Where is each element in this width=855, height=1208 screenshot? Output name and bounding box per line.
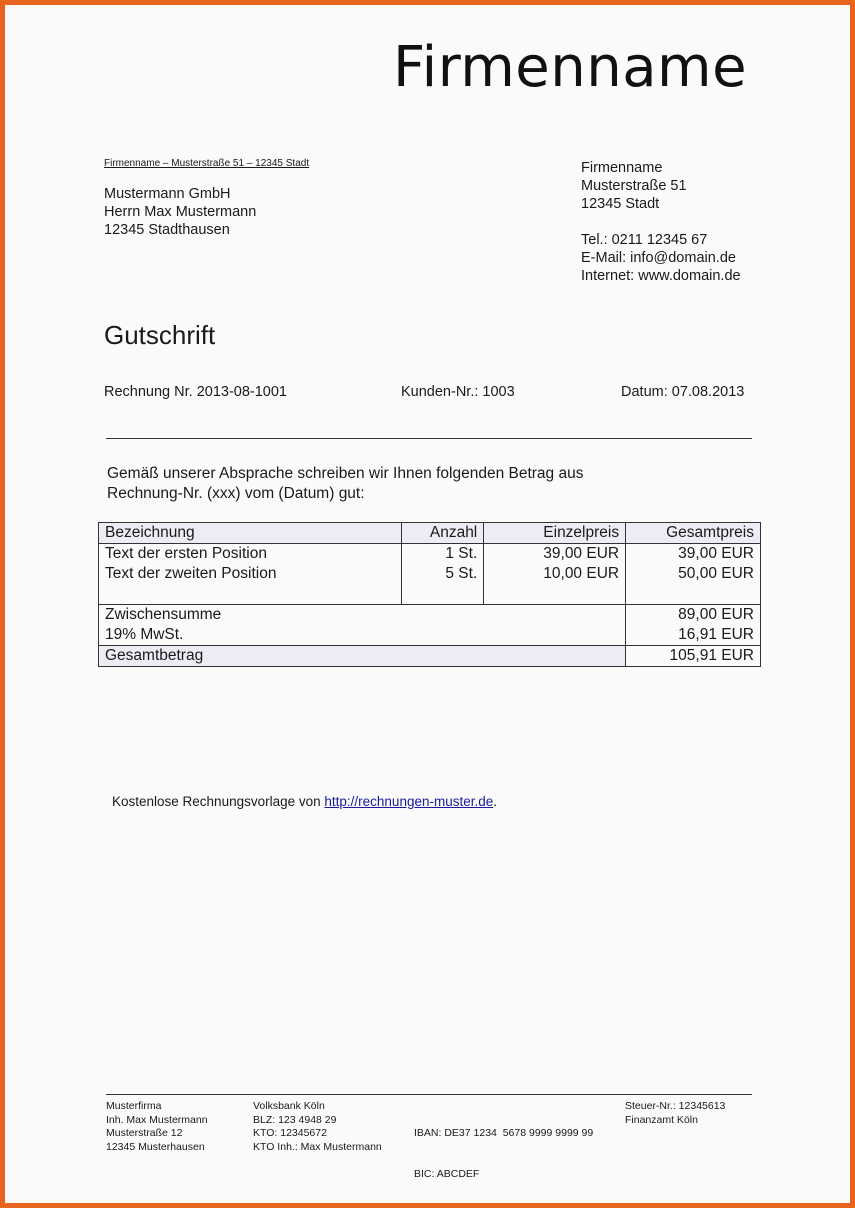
company-address-line: Firmenname: [581, 160, 663, 176]
footer-line: Musterfirma: [106, 1100, 162, 1112]
footnote: [112, 794, 497, 809]
customer-number: Kunden-Nr.: 1003: [401, 384, 515, 400]
table-row: [99, 564, 761, 584]
cell-total-price: 50,00 EUR: [626, 564, 761, 584]
footer-line: BLZ: 123 4948 29: [253, 1113, 337, 1126]
footer-line: KTO: 12345672: [253, 1127, 327, 1139]
footer-line: 12345 Musterhausen: [106, 1140, 205, 1153]
company-contact-phone: Tel.: 0211 12345 67: [581, 232, 708, 248]
footer-bank: [253, 1100, 382, 1154]
footer-line: Finanzamt Köln: [625, 1113, 698, 1126]
items-table: [98, 522, 761, 667]
tax-row: [99, 625, 761, 646]
total-row: [99, 646, 761, 667]
footnote-suffix: .: [493, 794, 498, 809]
company-address-line: Musterstraße 51: [581, 178, 687, 194]
total-value: 105,91 EUR: [626, 646, 761, 667]
recipient-address: [104, 185, 256, 239]
table-header-row: [99, 523, 761, 544]
footer-iban: [414, 1100, 593, 1208]
intro-line: Gemäß unserer Absprache schreiben wir Ihnen folgenden Betrag aus: [107, 465, 584, 482]
table-empty-row: [99, 584, 761, 605]
company-contact-email: E-Mail: info@domain.de: [581, 250, 736, 266]
column-header-description: Bezeichnung: [99, 523, 402, 544]
footer-line: KTO Inh.: Max Mustermann: [253, 1140, 382, 1153]
footer-tax: [625, 1100, 725, 1127]
cell-description: Text der zweiten Position: [99, 564, 402, 584]
recipient-line: 12345 Stadthausen: [104, 222, 230, 238]
intro-text: [107, 464, 583, 504]
column-header-total-price: Gesamtpreis: [626, 523, 761, 544]
footnote-link[interactable]: http://rechnungen-muster.de: [324, 794, 494, 809]
footer-line: IBAN: DE37 1234 5678 9999 9999 99: [414, 1127, 594, 1139]
footer-divider: [106, 1094, 752, 1095]
sender-line: Firmenname – Musterstraße 51 – 12345 Stadt: [104, 158, 310, 169]
footnote-text: Kostenlose Rechnungsvorlage von: [112, 794, 325, 809]
document-title: Gutschrift: [104, 320, 216, 350]
intro-line: Rechnung-Nr. (xxx) vom (Datum) gut:: [107, 485, 365, 502]
company-address-line: 12345 Stadt: [581, 196, 660, 212]
footer-company: [106, 1100, 208, 1154]
company-title: Firmenname: [393, 35, 748, 100]
footer-line: Inh. Max Mustermann: [106, 1113, 208, 1126]
cell-unit-price: 10,00 EUR: [484, 564, 626, 584]
cell-quantity: 1 St.: [402, 544, 484, 565]
recipient-line: Herrn Max Mustermann: [104, 204, 257, 220]
divider: [106, 438, 752, 439]
tax-value: 16,91 EUR: [626, 625, 761, 646]
recipient-line: Mustermann GmbH: [104, 186, 231, 202]
cell-quantity: 5 St.: [402, 564, 484, 584]
footer-line: Volksbank Köln: [253, 1100, 325, 1112]
company-contact-website: Internet: www.domain.de: [581, 268, 741, 284]
total-label: Gesamtbetrag: [99, 646, 626, 667]
footer-line: BIC: ABCDEF: [414, 1167, 480, 1180]
cell-description: Text der ersten Position: [99, 544, 402, 565]
cell-unit-price: 39,00 EUR: [484, 544, 626, 565]
cell-total-price: 39,00 EUR: [626, 544, 761, 565]
column-header-quantity: Anzahl: [402, 523, 484, 544]
invoice-date: Datum: 07.08.2013: [621, 384, 745, 400]
footer-line: Steuer-Nr.: 12345613: [625, 1100, 726, 1112]
company-info: [581, 159, 741, 285]
footer-line: Musterstraße 12: [106, 1127, 183, 1139]
tax-label: 19% MwSt.: [99, 625, 626, 646]
column-header-unit-price: Einzelpreis: [484, 523, 626, 544]
table-row: [99, 544, 761, 565]
invoice-number: Rechnung Nr. 2013-08-1001: [104, 384, 287, 400]
subtotal-row: [99, 605, 761, 626]
subtotal-value: 89,00 EUR: [626, 605, 761, 626]
subtotal-label: Zwischensumme: [99, 605, 626, 626]
